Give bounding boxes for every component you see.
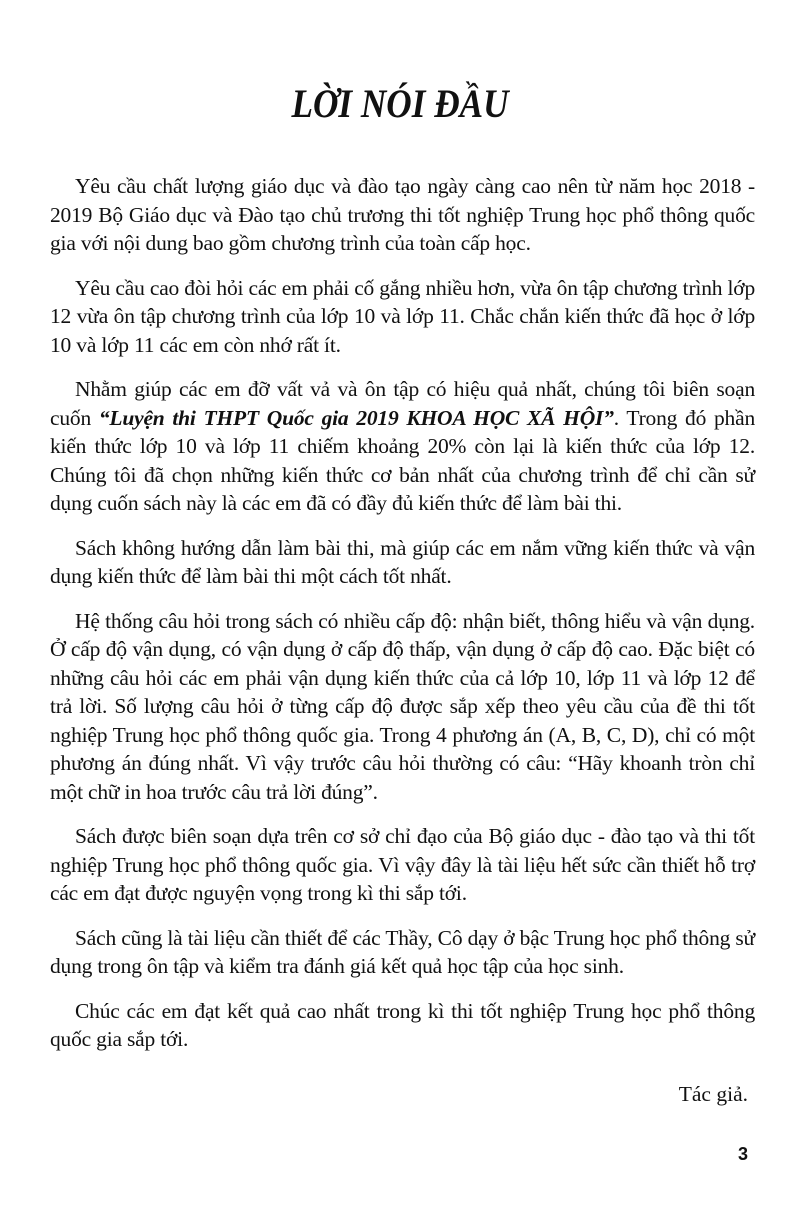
paragraph-1: Yêu cầu chất lượng giáo dục và đào tạo ngày càng cao nên từ năm học 2018 - 2019 Bộ Giáo dục và Đào tạo chủ trương thi tốt nghiệp Trung học phổ thông quốc gia với nội dung bao gồm chương trình của toàn cấp học. xyxy=(50,174,755,255)
preface-body xyxy=(50,172,755,1070)
paragraph-6: Sách được biên soạn dựa trên cơ sở chỉ đạo của Bộ giáo dục - đào tạo và thi tốt nghiệp Trung học phổ thông quốc gia. Vì vậy đây là tài liệu hết sức cần thiết hỗ trợ các em đạt được nguyện vọng trong kì thi sắp tới. xyxy=(50,824,755,905)
author-signature: Tác giả. xyxy=(678,1082,748,1106)
paragraph-8: Chúc các em đạt kết quả cao nhất trong kì thi tốt nghiệp Trung học phổ thông quốc gia sắp tới. xyxy=(50,998,755,1051)
paragraph-3-rest: . Trong đó phần kiến thức lớp 10 và lớp 11 chiếm khoảng 20% còn lại là kiến thức của lớp 12. Chúng tôi đã chọn những kiến thức cơ bản nhất của chương trình để chỉ cần sử dụng cuốn sách này là các em đã có đầy đủ kiến thức để làm bài thi. xyxy=(50,405,755,515)
paragraph-3-intro: Nhằm giúp các em đỡ vất vả và ôn tập có hiệu quả nhất, chúng tôi biên soạn cuốn xyxy=(50,377,755,430)
book-title: “Luyện thi THPT Quốc gia 2019 KHOA HỌC XÃ HỘI” xyxy=(98,405,614,430)
paragraph-4: Sách không hướng dẫn làm bài thi, mà giúp các em nắm vững kiến thức và vận dụng kiến thức để làm bài thi một cách tốt nhất. xyxy=(50,535,755,588)
page-title: LỜI NÓI ĐẦU xyxy=(291,81,509,126)
paragraph-7: Sách cũng là tài liệu cần thiết để các Thầy, Cô dạy ở bậc Trung học phổ thông sử dụng trong ôn tập và kiểm tra đánh giá kết quả học tập của học sinh. xyxy=(50,925,755,978)
paragraph-5: Hệ thống câu hỏi trong sách có nhiều cấp độ: nhận biết, thông hiểu và vận dụng. Ở cấp độ vận dụng, có vận dụng ở cấp độ thấp, vận dụng ở cấp độ cao. Đặc biệt có những câu hỏi các em phải vận dụng kiến thức của cả lớp 10, lớp 11 và lớp 12 để trả lời. Số lượng câu hỏi ở từng cấp độ được sắp xếp theo yêu cầu của đề thi tốt nghiệp Trung học phổ thông quốc gia. Trong 4 phương án (A, B, C, D), chỉ có một phương án đúng nhất. Vì vậy trước câu hỏi thường có câu: “Hãy khoanh tròn chỉ một chữ in hoa trước câu trả lời đúng”. xyxy=(50,608,755,804)
page-number: 3 xyxy=(738,1144,749,1164)
paragraph-3 xyxy=(50,375,755,518)
paragraph-2: Yêu cầu cao đòi hỏi các em phải cố gắng nhiều hơn, vừa ôn tập chương trình lớp 12 vừa ôn tập chương trình của lớp 10 và lớp 11. Chắc chắn kiến thức đã học ở lớp 10 và lớp 11 các em còn nhớ rất ít. xyxy=(50,275,755,357)
